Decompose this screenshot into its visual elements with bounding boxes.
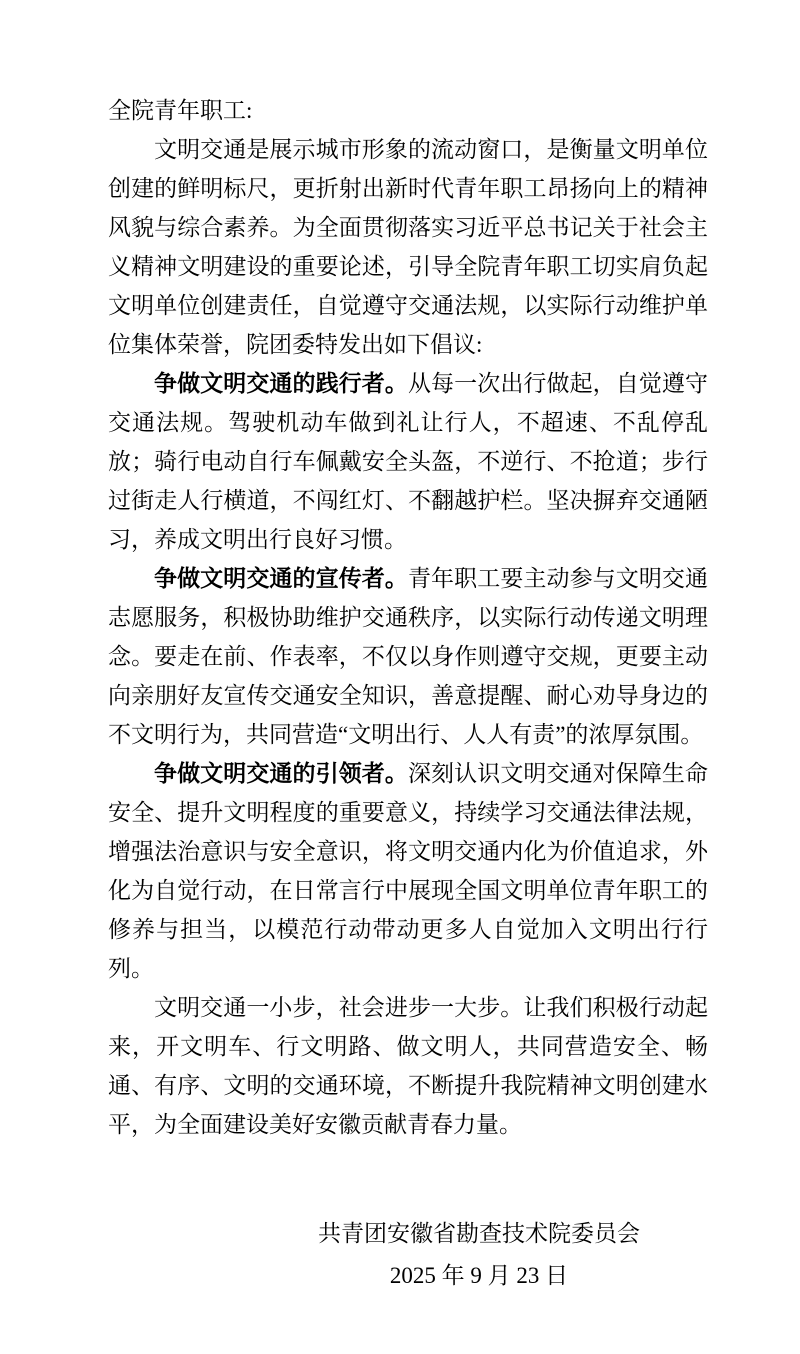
section-lead: 争做文明交通的引领者。 [154,760,408,786]
paragraph-intro [108,130,708,364]
signature-date: 2025 年 9 月 23 日 [389,1263,569,1288]
paragraph-text: 文明交通是展示城市形象的流动窗口，是衡量文明单位创建的鲜明标尺，更折射出新时代青年职工昂扬向上的精神风貌与综合素养。为全面贯彻落实习近平总书记关于社会主义精神文明建设的重要论述，引导全院青年职工切实肩负起文明单位创建责任，自觉遵守交通法规，以实际行动维护单位集体荣誉，院团委特发出如下倡议: [108,137,708,357]
section-lead: 争做文明交通的宣传者。 [154,565,408,591]
paragraph-practitioner [108,364,708,559]
salutation: 全院青年职工: [108,98,253,123]
paragraph-leader [108,754,708,988]
paragraph-text: 文明交通一小步，社会进步一大步。让我们积极行动起来，开文明车、行文明路、做文明人，共同营造安全、畅通、有序、文明的交通环境，不断提升我院精神文明创建水平，为全面建设美好安徽贡献青春力量。 [108,995,708,1137]
signature-organization: 共青团安徽省勘查技术院委员会 [318,1221,640,1246]
document-body [108,91,708,1295]
paragraph-text: 深刻认识文明交通对保障生命安全、提升文明程度的重要意义，持续学习交通法律法规，增强法治意识与安全意识，将文明交通内化为价值追求，外化为自觉行动，在日常言行中展现全国文明单位青年职工的修养与担当，以模范行动带动更多人自觉加入文明出行行列。 [108,761,709,981]
section-lead: 争做文明交通的践行者。 [154,370,408,396]
signature-block [318,1214,640,1295]
paragraph-text: 青年职工要主动参与文明交通志愿服务，积极协助维护交通秩序，以实际行动传递文明理念。要走在前、作表率，不仅以身作则遵守交规，更要主动向亲朋好友宣传交通安全知识，善意提醒、耐心劝导身边的不文明行为，共同营造“文明出行、人人有责”的浓厚氛围。 [108,566,709,747]
paragraph-text: 从每一次出行做起，自觉遵守交通法规。驾驶机动车做到礼让行人，不超速、不乱停乱放；骑行电动自行车佩戴安全头盔，不逆行、不抢道；步行过街走人行横道，不闯红灯、不翻越护栏。坚决摒弃交通陋习，养成文明出行良好习惯。 [108,371,709,552]
paragraph-closing [108,988,708,1144]
paragraph-promoter [108,559,708,754]
